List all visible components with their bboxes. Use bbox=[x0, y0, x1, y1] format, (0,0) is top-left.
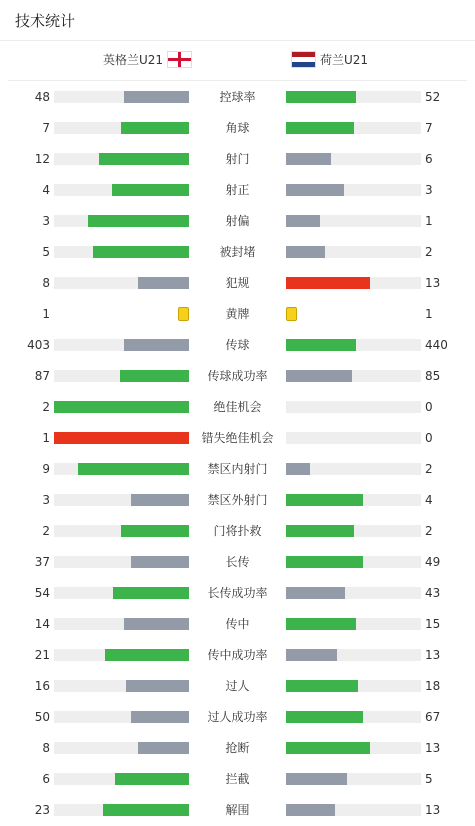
away-bar-track bbox=[286, 432, 421, 444]
home-value: 1 bbox=[42, 431, 50, 445]
away-bar bbox=[286, 618, 356, 630]
home-bar bbox=[124, 91, 189, 103]
home-value: 2 bbox=[42, 524, 50, 538]
stat-label: 抢断 bbox=[225, 741, 250, 755]
away-bar-track bbox=[286, 494, 421, 506]
away-value: 2 bbox=[425, 462, 433, 476]
home-bar-track bbox=[54, 742, 189, 754]
away-value: 4 bbox=[425, 493, 433, 507]
home-bar bbox=[124, 618, 189, 630]
home-bar bbox=[112, 184, 189, 196]
away-bar-track bbox=[286, 370, 421, 382]
stat-row bbox=[0, 490, 475, 510]
home-value: 12 bbox=[34, 152, 50, 166]
stat-row bbox=[0, 583, 475, 603]
away-bar-track bbox=[286, 587, 421, 599]
away-value: 13 bbox=[425, 803, 441, 817]
stat-label: 传中成功率 bbox=[207, 648, 268, 662]
home-bar bbox=[131, 711, 189, 723]
home-value: 16 bbox=[34, 679, 50, 693]
home-bar bbox=[105, 649, 189, 661]
stat-label: 绝佳机会 bbox=[213, 400, 262, 414]
away-value: 52 bbox=[425, 90, 441, 104]
page-title: 技术统计 bbox=[15, 11, 76, 30]
stat-row bbox=[0, 335, 475, 355]
away-bar bbox=[286, 339, 356, 351]
home-bar bbox=[99, 153, 189, 165]
stat-label: 错失绝佳机会 bbox=[201, 431, 274, 445]
stat-row bbox=[0, 521, 475, 541]
stat-row bbox=[0, 242, 475, 262]
home-bar bbox=[121, 525, 189, 537]
away-value: 6 bbox=[425, 152, 433, 166]
away-value: 18 bbox=[425, 679, 441, 693]
away-bar bbox=[286, 215, 320, 227]
away-value: 49 bbox=[425, 555, 441, 569]
stat-label: 禁区外射门 bbox=[207, 493, 268, 507]
home-value: 8 bbox=[42, 741, 50, 755]
away-bar-track bbox=[286, 122, 421, 134]
away-value: 13 bbox=[425, 741, 441, 755]
home-bar-track bbox=[54, 91, 189, 103]
away-bar-track bbox=[286, 277, 421, 289]
away-bar bbox=[286, 277, 370, 289]
stat-label: 被封堵 bbox=[219, 245, 256, 259]
stat-label: 过人成功率 bbox=[207, 710, 268, 724]
away-bar bbox=[286, 525, 354, 537]
home-bar-track bbox=[54, 122, 189, 134]
home-value: 9 bbox=[42, 462, 50, 476]
stat-row bbox=[0, 273, 475, 293]
home-bar-track bbox=[54, 556, 189, 568]
home-bar bbox=[103, 804, 189, 816]
home-bar-track bbox=[54, 153, 189, 165]
away-value: 3 bbox=[425, 183, 433, 197]
stat-row bbox=[0, 676, 475, 696]
away-bar-track bbox=[286, 215, 421, 227]
away-bar bbox=[286, 773, 347, 785]
home-bar-track bbox=[54, 618, 189, 630]
away-value: 15 bbox=[425, 617, 441, 631]
away-bar bbox=[286, 742, 370, 754]
away-value: 5 bbox=[425, 772, 433, 786]
home-value: 403 bbox=[27, 338, 50, 352]
home-bar-track bbox=[54, 804, 189, 816]
home-value: 3 bbox=[42, 214, 50, 228]
stat-row bbox=[0, 800, 475, 820]
stat-label: 长传 bbox=[225, 555, 250, 569]
stat-row bbox=[0, 87, 475, 107]
away-value: 2 bbox=[425, 245, 433, 259]
stat-label: 解围 bbox=[225, 803, 250, 817]
away-bar bbox=[286, 184, 344, 196]
away-bar bbox=[286, 153, 331, 165]
away-value: 13 bbox=[425, 648, 441, 662]
home-bar-track bbox=[54, 277, 189, 289]
stat-label: 长传成功率 bbox=[207, 586, 268, 600]
stat-row bbox=[0, 614, 475, 634]
away-bar bbox=[286, 122, 354, 134]
home-value: 2 bbox=[42, 400, 50, 414]
home-bar-track bbox=[54, 587, 189, 599]
home-value: 3 bbox=[42, 493, 50, 507]
netherlands-flag-icon bbox=[291, 51, 316, 68]
stat-label: 门将扑救 bbox=[213, 524, 262, 538]
home-team[interactable] bbox=[103, 51, 192, 68]
away-bar-track bbox=[286, 401, 421, 413]
home-bar-track bbox=[54, 494, 189, 506]
away-bar-track bbox=[286, 742, 421, 754]
stat-row bbox=[0, 459, 475, 479]
away-value: 2 bbox=[425, 524, 433, 538]
away-bar-track bbox=[286, 339, 421, 351]
stat-row bbox=[0, 180, 475, 200]
stat-row bbox=[0, 769, 475, 789]
away-bar bbox=[286, 680, 358, 692]
home-value: 48 bbox=[34, 90, 50, 104]
away-bar bbox=[286, 370, 352, 382]
stat-row bbox=[0, 211, 475, 231]
home-value: 5 bbox=[42, 245, 50, 259]
away-bar bbox=[286, 556, 363, 568]
stat-label: 传中 bbox=[225, 617, 250, 631]
yellow-card-icon bbox=[178, 307, 189, 321]
away-bar-track bbox=[286, 711, 421, 723]
home-bar-track bbox=[54, 215, 189, 227]
away-bar bbox=[286, 246, 325, 258]
away-team[interactable] bbox=[291, 51, 368, 68]
home-value: 1 bbox=[42, 307, 50, 321]
stat-row bbox=[0, 707, 475, 727]
yellow-card-icon bbox=[286, 307, 297, 321]
home-bar-track bbox=[54, 649, 189, 661]
stat-row bbox=[0, 304, 475, 324]
teams-bar bbox=[8, 41, 467, 81]
away-bar-track bbox=[286, 525, 421, 537]
away-bar bbox=[286, 494, 363, 506]
home-value: 23 bbox=[34, 803, 50, 817]
home-value: 7 bbox=[42, 121, 50, 135]
home-bar bbox=[126, 680, 189, 692]
away-value: 85 bbox=[425, 369, 441, 383]
home-bar-track bbox=[54, 525, 189, 537]
away-bar-track bbox=[286, 618, 421, 630]
home-bar bbox=[88, 215, 189, 227]
away-bar-track bbox=[286, 246, 421, 258]
home-bar bbox=[121, 122, 189, 134]
home-bar-track bbox=[54, 711, 189, 723]
home-team-name: 英格兰U21 bbox=[103, 53, 164, 67]
stat-row bbox=[0, 397, 475, 417]
away-bar-track bbox=[286, 463, 421, 475]
away-bar-track bbox=[286, 184, 421, 196]
home-bar bbox=[138, 277, 189, 289]
away-bar-track bbox=[286, 556, 421, 568]
home-bar-track bbox=[54, 246, 189, 258]
away-value: 1 bbox=[425, 307, 433, 321]
away-value: 0 bbox=[425, 431, 433, 445]
away-value: 440 bbox=[425, 338, 448, 352]
away-value: 1 bbox=[425, 214, 433, 228]
home-bar bbox=[113, 587, 189, 599]
stat-row bbox=[0, 118, 475, 138]
stat-row bbox=[0, 645, 475, 665]
stat-label: 传球 bbox=[225, 338, 250, 352]
away-value: 43 bbox=[425, 586, 441, 600]
stat-label: 控球率 bbox=[219, 90, 256, 104]
stat-row bbox=[0, 366, 475, 386]
away-bar bbox=[286, 91, 356, 103]
stat-label: 禁区内射门 bbox=[207, 462, 268, 476]
stat-row bbox=[0, 428, 475, 448]
home-value: 21 bbox=[34, 648, 50, 662]
home-bar bbox=[131, 556, 189, 568]
home-bar bbox=[93, 246, 189, 258]
home-bar bbox=[54, 401, 189, 413]
home-bar-track bbox=[54, 463, 189, 475]
stat-row bbox=[0, 149, 475, 169]
home-bar-track bbox=[54, 339, 189, 351]
away-bar bbox=[286, 463, 310, 475]
home-bar bbox=[78, 463, 189, 475]
stat-label: 射正 bbox=[225, 183, 250, 197]
stat-label: 过人 bbox=[225, 679, 250, 693]
away-value: 67 bbox=[425, 710, 441, 724]
stat-label: 角球 bbox=[225, 121, 250, 135]
away-bar bbox=[286, 587, 345, 599]
stat-label: 传球成功率 bbox=[207, 369, 268, 383]
away-value: 7 bbox=[425, 121, 433, 135]
away-bar bbox=[286, 649, 337, 661]
home-bar-track bbox=[54, 401, 189, 413]
away-value: 13 bbox=[425, 276, 441, 290]
stat-label: 黄牌 bbox=[225, 307, 250, 321]
home-bar-track bbox=[54, 773, 189, 785]
away-bar-track bbox=[286, 91, 421, 103]
away-bar-track bbox=[286, 649, 421, 661]
home-bar bbox=[131, 494, 189, 506]
home-bar bbox=[138, 742, 189, 754]
home-bar bbox=[115, 773, 189, 785]
stat-label: 犯规 bbox=[225, 276, 250, 290]
home-bar bbox=[124, 339, 189, 351]
stats-header bbox=[0, 0, 475, 41]
away-team-name: 荷兰U21 bbox=[320, 53, 369, 67]
away-bar bbox=[286, 711, 363, 723]
away-bar-track bbox=[286, 680, 421, 692]
home-value: 54 bbox=[34, 586, 50, 600]
away-bar-track bbox=[286, 773, 421, 785]
away-bar-track bbox=[286, 153, 421, 165]
away-bar bbox=[286, 804, 335, 816]
home-bar-track bbox=[54, 184, 189, 196]
stat-row bbox=[0, 738, 475, 758]
stat-label: 射偏 bbox=[225, 214, 250, 228]
home-value: 37 bbox=[34, 555, 50, 569]
away-value: 0 bbox=[425, 400, 433, 414]
england-flag-icon bbox=[167, 51, 192, 68]
home-value: 6 bbox=[42, 772, 50, 786]
home-bar bbox=[54, 432, 189, 444]
home-bar-track bbox=[54, 680, 189, 692]
stat-row bbox=[0, 552, 475, 572]
home-bar-track bbox=[54, 370, 189, 382]
home-bar bbox=[120, 370, 189, 382]
home-value: 8 bbox=[42, 276, 50, 290]
home-value: 14 bbox=[34, 617, 50, 631]
stat-label: 拦截 bbox=[225, 772, 250, 786]
away-bar-track bbox=[286, 804, 421, 816]
home-bar-track bbox=[54, 432, 189, 444]
home-value: 50 bbox=[34, 710, 50, 724]
stat-label: 射门 bbox=[225, 152, 250, 166]
home-value: 87 bbox=[34, 369, 50, 383]
home-value: 4 bbox=[42, 183, 50, 197]
